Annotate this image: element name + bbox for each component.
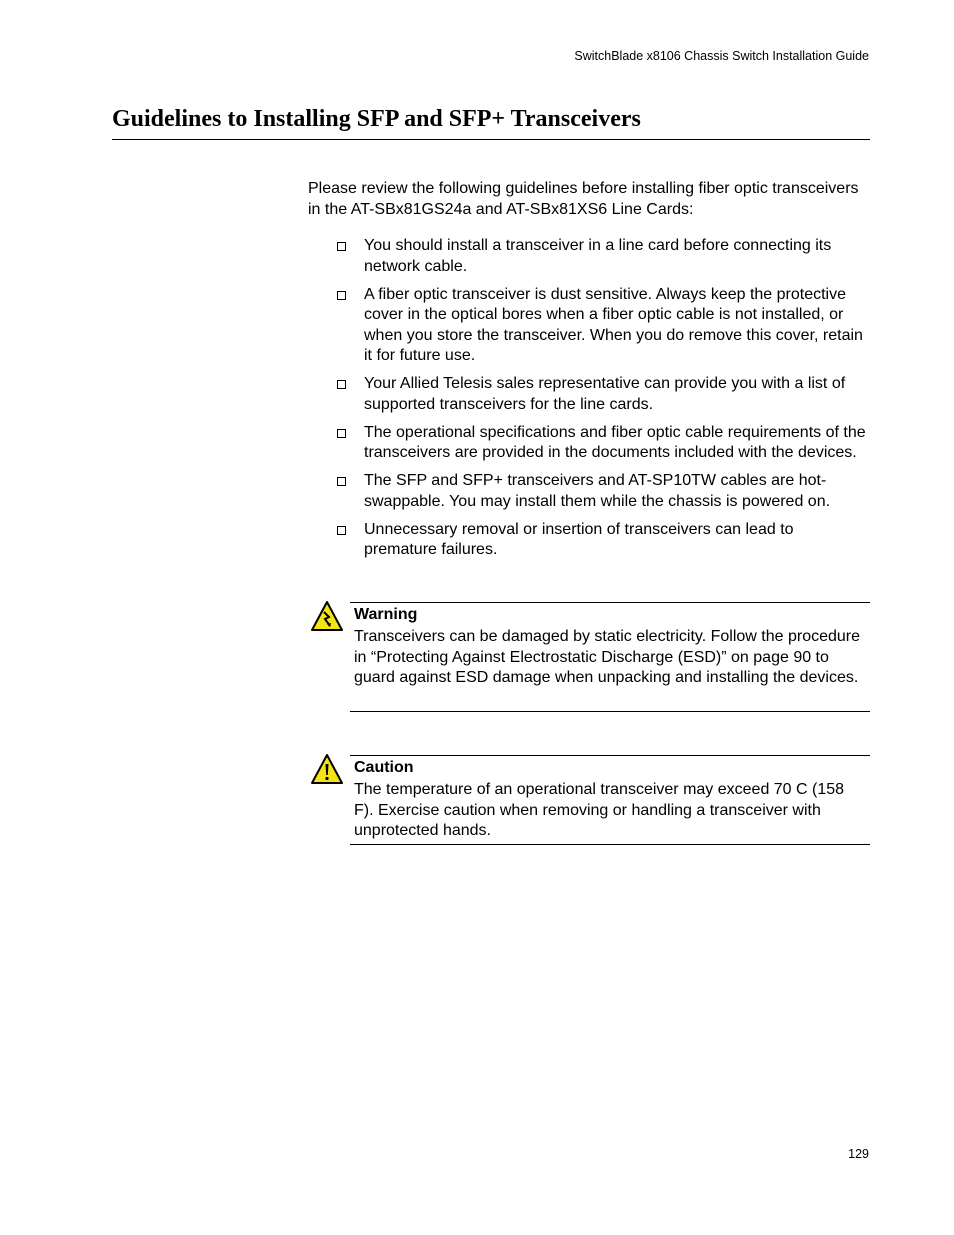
warning-label: Warning	[354, 606, 418, 623]
guidelines-list	[336, 236, 870, 568]
square-bullet-icon	[337, 429, 346, 438]
caution-text: The temperature of an operational transceiver may exceed 70 C (158 F). Exercise caution when removing or handling a transceiver with unprotected hands.	[354, 781, 845, 839]
square-bullet-icon	[337, 526, 346, 535]
exclamation-triangle-icon	[310, 753, 344, 785]
electrical-hazard-icon	[310, 600, 344, 632]
section-title: Guidelines to Installing SFP and SFP+ Transceivers	[112, 106, 870, 140]
caution-label: Caution	[354, 759, 414, 776]
divider	[350, 602, 870, 603]
square-bullet-icon	[337, 291, 346, 300]
list-item-text: Unnecessary removal or insertion of transceivers can lead to premature failures.	[364, 520, 794, 558]
square-bullet-icon	[337, 242, 346, 251]
list-item	[336, 285, 870, 367]
list-item-text: You should install a transceiver in a line card before connecting its network cable.	[364, 237, 832, 275]
list-item-text: A fiber optic transceiver is dust sensitive. Always keep the protective cover in the optical bores when a fiber optic cable is not installed, or when you store the transceiver. When you do remove this cover, retain it for future use.	[364, 285, 863, 364]
square-bullet-icon	[337, 477, 346, 486]
list-item-text: The operational specifications and fiber optic cable requirements of the transceivers are provided in the documents included with the devices.	[364, 423, 866, 461]
intro-paragraph: Please review the following guidelines before installing fiber optic transceivers in the AT-SBx81GS24a and AT-SBx81XS6 Line Cards:	[308, 180, 859, 218]
list-item-text: The SFP and SFP+ transceivers and AT-SP10TW cables are hot-swappable. You may install them while the chassis is powered on.	[364, 472, 831, 510]
list-item	[336, 520, 870, 561]
list-item	[336, 374, 870, 415]
divider	[350, 711, 870, 712]
warning-text: Transceivers can be damaged by static electricity. Follow the procedure in “Protecting Against Electrostatic Discharge (ESD)” on page 90 to guard against ESD damage when unpacking and installing the devices.	[354, 628, 861, 686]
list-item	[336, 423, 870, 464]
list-item	[336, 471, 870, 512]
divider	[350, 755, 870, 756]
running-header: SwitchBlade x8106 Chassis Switch Installation Guide	[574, 49, 869, 63]
square-bullet-icon	[337, 380, 346, 389]
page-number: 129	[848, 1147, 869, 1161]
list-item-text: Your Allied Telesis sales representative can provide you with a list of supported transceivers for the line cards.	[364, 375, 846, 413]
divider	[350, 844, 870, 845]
list-item	[336, 236, 870, 277]
